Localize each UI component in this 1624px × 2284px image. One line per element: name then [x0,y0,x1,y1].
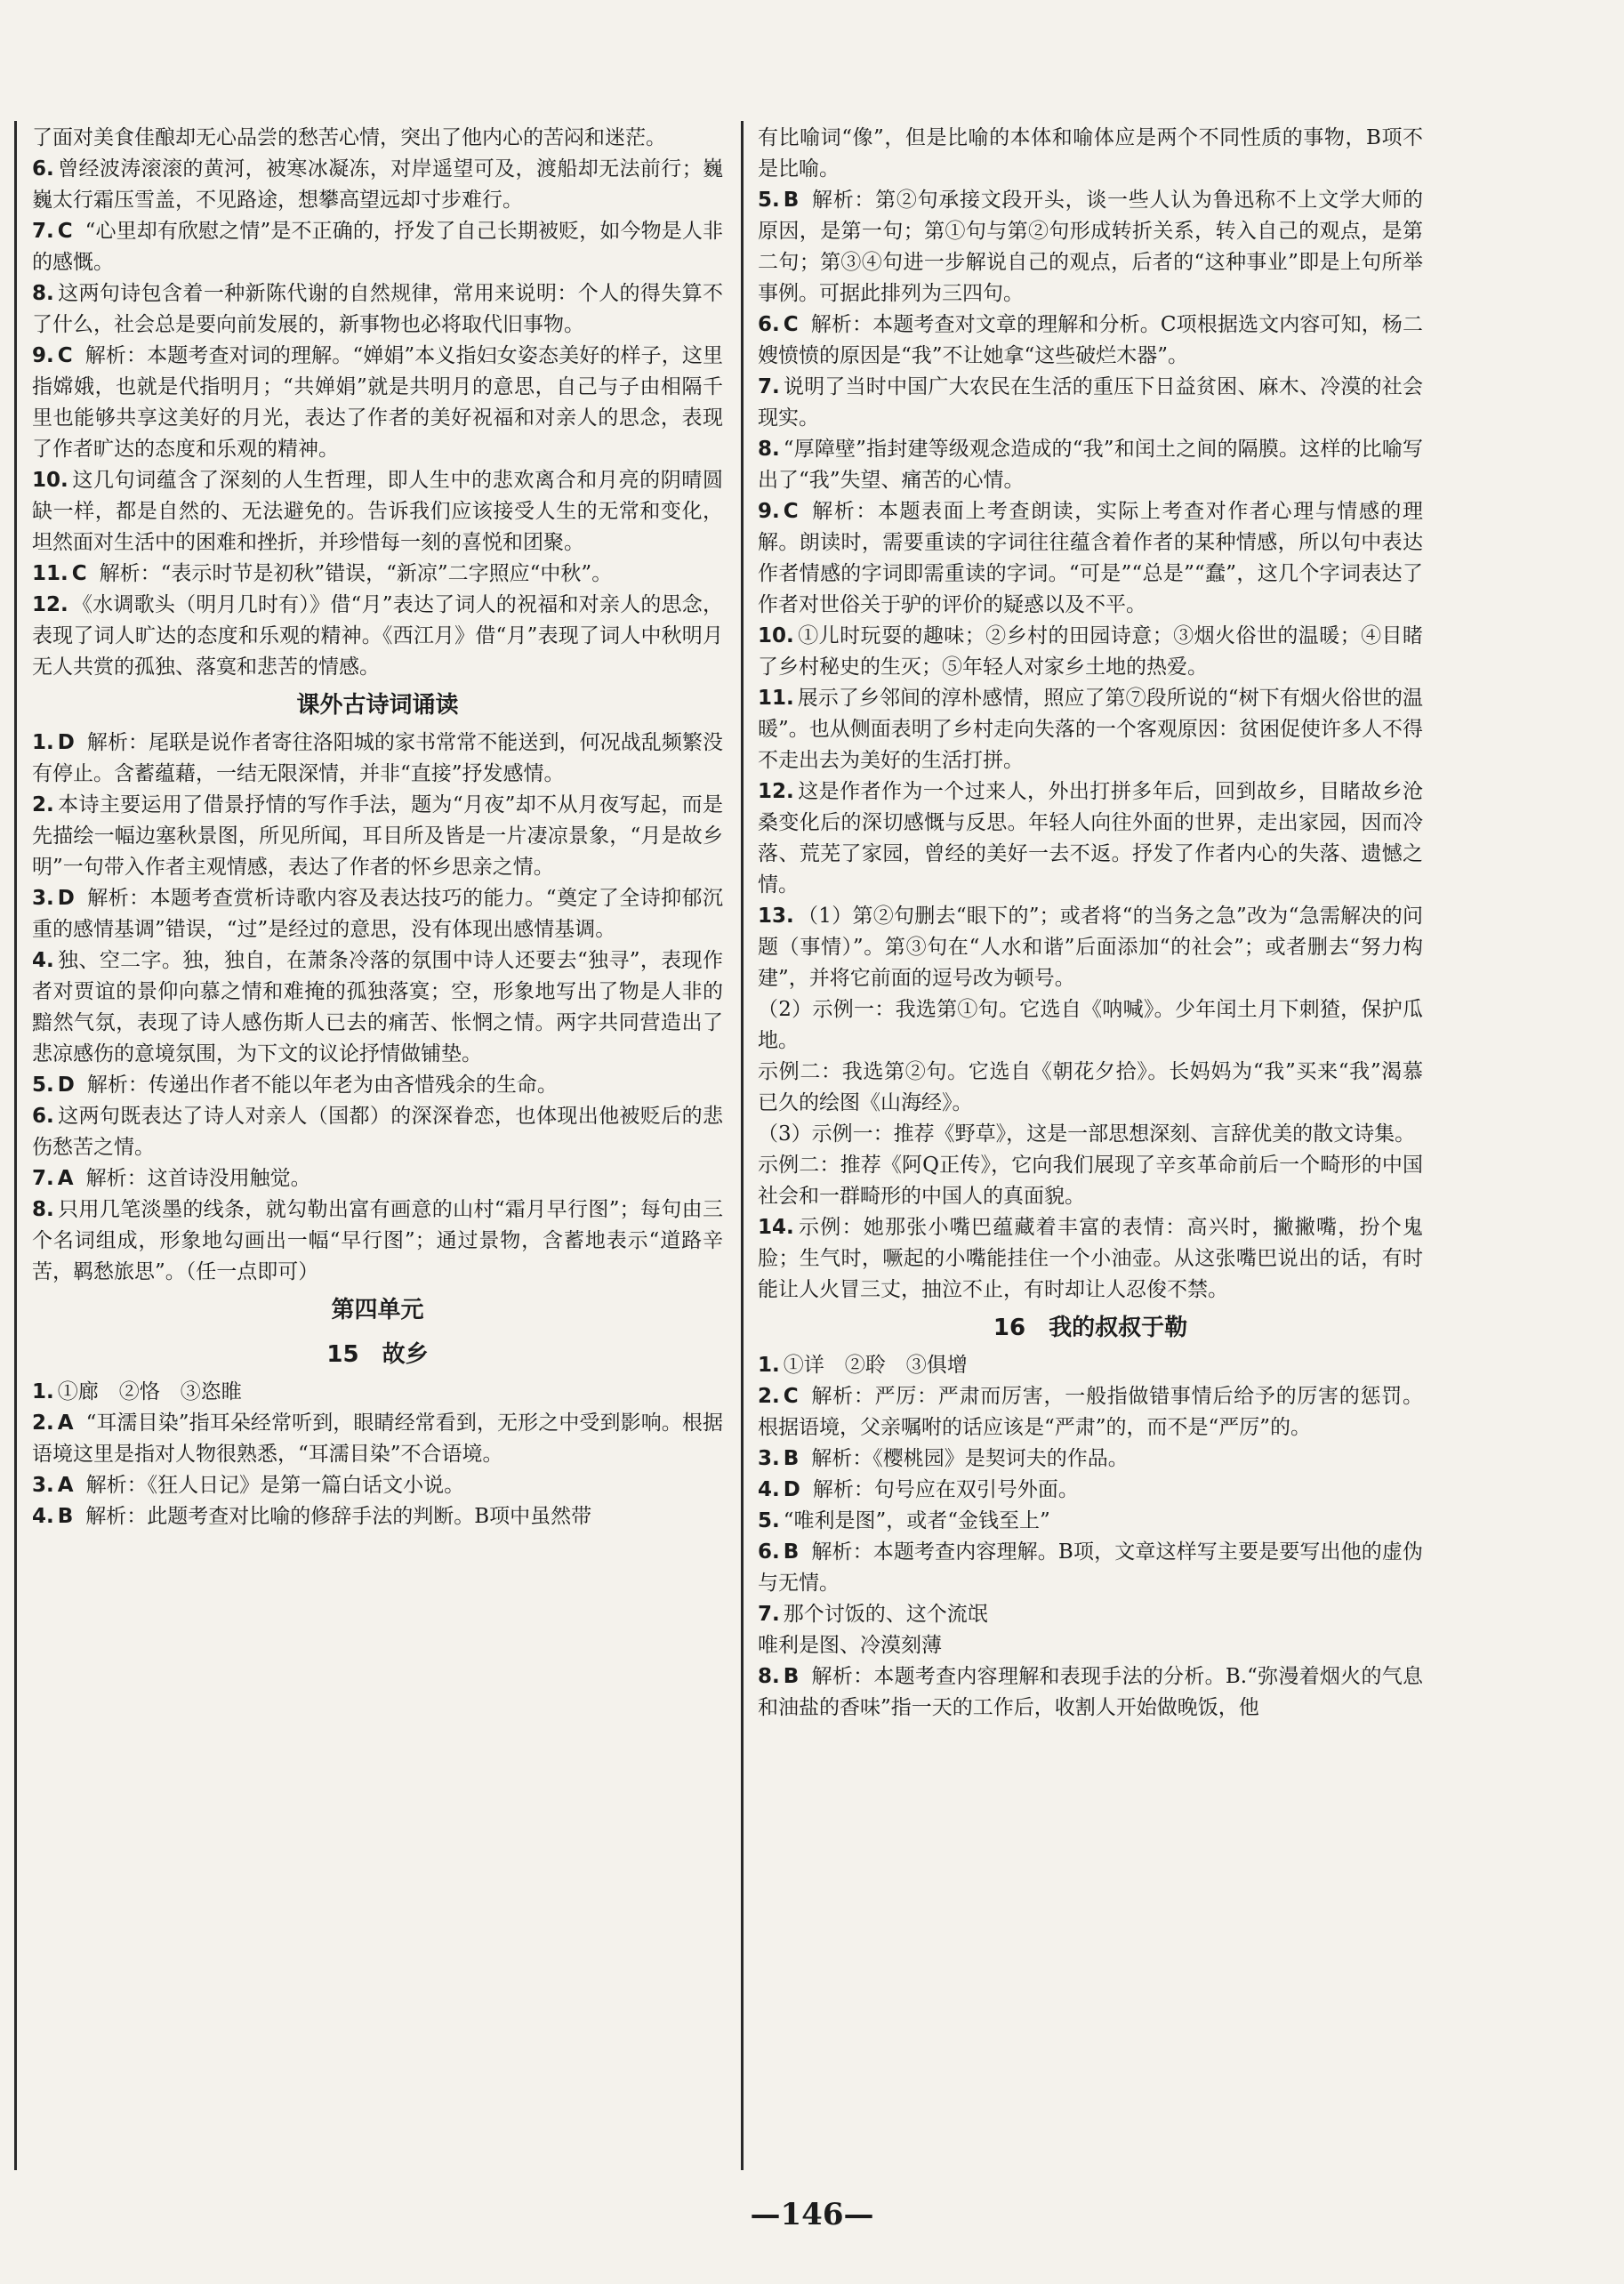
answer-item [758,1506,1423,1537]
section-heading: 16 我的叔叔于勒 [993,1315,1188,1341]
answer-item [32,1101,723,1163]
answer-choice: D [57,887,75,910]
answer-item [32,1070,723,1101]
answer-text: 解析：句号应在双引号外面。 [812,1478,1079,1501]
answer-item [758,434,1423,496]
answer-item [32,278,723,341]
answer-text: 解析：本题考查对词的理解。“婵娟”本义指妇女姿态美好的样子，这里指嫦娥，也就是代指明月；“共婵娟”就是共明月的意思，自己与子由相隔千里也能够共享这美好的月光，表达了作者的美好祝福和对亲人的思念，表现了作者旷达的态度和乐观的精神。 [32,344,723,461]
answer-choice: B [783,1665,800,1688]
answer-text: 那个讨饭的、这个流氓 [783,1603,988,1626]
answer-item [32,883,723,945]
answer-choice: C [783,1385,799,1408]
answer-item [32,1377,723,1408]
item-number: 12. [32,593,68,616]
answer-text: 解析：本题考查赏析诗歌内容及表达技巧的能力。“奠定了全诗抑郁沉重的感情基调”错误，“过”是经过的意思，没有体现出感情基调。 [32,887,723,941]
answer-item [758,1537,1423,1599]
answer-item [32,1501,723,1532]
item-number: 11. [758,687,794,710]
answer-text: 有比喻词“像”，但是比喻的本体和喻体应是两个不同性质的事物，B项不是比喻。 [758,126,1423,181]
answer-item [32,945,723,1070]
answer-item [32,1194,723,1288]
answer-continuation [758,994,1423,1057]
answer-item [758,901,1423,994]
item-number: 6. [758,1540,780,1564]
answer-text: “耳濡目染”指耳朵经常听到，眼睛经常看到，无形之中受到影响。根据语境这里是指对人物很熟悉，“耳濡目染”不合语境。 [32,1411,723,1466]
answer-text: 解析：“表示时节是初秋”错误，“新凉”二字照应“中秋”。 [99,562,613,585]
answer-text: 解析：第②句承接文段开头，谈一些人认为鲁迅称不上文学大师的原因，是第一句；第①句与第②句形成转折关系，转入自己的观点，是第二句；第③④句进一步解说自己的观点，后者的“这种事业”即是上句所举事例。可据此排列为三四句。 [758,189,1423,305]
item-number: 2. [32,1411,54,1435]
answer-item [32,341,723,465]
answer-item [758,1661,1423,1724]
answer-text: 只用几笔淡墨的线条，就勾勒出富有画意的山村“霜月早行图”；每句由三个名词组成，形象地勾画出一幅“早行图”；通过景物，含蓄地表示“道路辛苦，羁愁旅思”。（任一点即可） [32,1198,723,1283]
answer-continuation [758,1630,1423,1661]
item-number: 3. [32,1474,54,1497]
item-number: 6. [32,1105,54,1128]
answer-choice: C [57,344,73,367]
right-column [758,123,1423,2172]
answer-item [32,1470,723,1501]
item-number: 7. [758,1603,780,1626]
answer-text: “唯利是图”，或者“金钱至上” [783,1509,1050,1532]
answer-text: ①儿时玩耍的趣味；②乡村的田园诗意；③烟火俗世的温暖；④目睹了乡村秘史的生灭；⑤年轻人对家乡土地的热爱。 [758,624,1423,679]
answer-text: 这几句词蕴含了深刻的人生哲理，即人生中的悲欢离合和月亮的阴晴圆缺一样，都是自然的、无法避免的。告诉我们应该接受人生的无常和变化，坦然面对生活中的困难和挫折，并珍惜每一刻的喜悦和团聚。 [32,469,723,554]
answer-text: 展示了乡邻间的淳朴感情，照应了第⑦段所说的“树下有烟火俗世的温暖”。也从侧面表明了乡村走向失落的一个客观原因：贫困促使许多人不得不走出去为美好的生活打拼。 [758,687,1423,772]
left-column [32,123,723,2172]
answer-text: 说明了当时中国广大农民在生活的重压下日益贫困、麻木、冷漠的社会现实。 [758,375,1423,430]
answer-text: 独、空二字。独，独自，在萧条冷落的氛围中诗人还要去“独寻”，表现作者对贾谊的景仰向慕之情和难掩的孤独落寞；空，形象地写出了物是人非的黯然气氛，表现了诗人感伤斯人已去的痛苦、怅惘之情。两字共同营造出了悲凉感伤的意境氛围，为下文的议论抒情做铺垫。 [32,949,723,1066]
answer-item [758,185,1423,310]
item-number: 5. [758,1509,780,1532]
answer-item [32,1408,723,1470]
item-number: 2. [32,793,54,816]
item-number: 2. [758,1385,780,1408]
section-heading: 第四单元 [331,1297,424,1323]
answer-continuation [758,1150,1423,1212]
answer-text: 解析：本题考查内容理解。B项，文章这样写主要是要写出他的虚伪与无情。 [758,1540,1423,1595]
answer-item [32,216,723,278]
item-number: 1. [32,1380,54,1403]
answer-text: ①详 ②聆 ③俱增 [783,1354,968,1377]
answer-item [758,1350,1423,1381]
answer-text: “心里却有欣慰之情”是不正确的，抒发了自己长期被贬，如今物是人非的感慨。 [32,220,723,274]
item-number: 11. [32,562,68,585]
answer-item [758,1599,1423,1630]
item-number: 6. [758,313,780,336]
answer-text: 解析：传递出作者不能以年老为由吝惜残余的生命。 [86,1074,558,1097]
answer-item [758,1444,1423,1475]
answer-text: 本诗主要运用了借景抒情的写作手法，题为“月夜”却不从月夜写起，而是先描绘一幅边塞秋景图，所见所闻，耳目所及皆是一片凄凉景象，“月是故乡明”一句带入作者主观情感，表达了作者的怀乡思亲之情。 [32,793,723,879]
answer-text: 解析：《狂人日记》是第一篇白话文小说。 [85,1474,465,1497]
answer-text: 这两句诗包含着一种新陈代谢的自然规律，常用来说明：个人的得失算不了什么，社会总是要向前发展的，新事物也必将取代旧事物。 [32,282,723,336]
answer-item [32,154,723,216]
answer-text: 解析：这首诗没用触觉。 [85,1167,311,1190]
item-number: 8. [32,1198,54,1221]
item-number: 8. [758,438,780,461]
answer-item [758,1475,1423,1506]
item-number: 7. [758,375,780,398]
answer-choice: C [783,313,799,336]
item-number: 4. [32,1505,54,1528]
answer-continuation [758,123,1423,185]
item-number: 7. [32,220,54,243]
answer-text: 解析：严厉：严肃而厉害，一般指做错事情后给予的厉害的惩罚。根据语境，父亲嘱咐的话应该是“严肃”的，而不是“严厉”的。 [758,1385,1423,1439]
page-number: —146— [750,2197,874,2232]
answer-item [32,559,723,590]
answer-choice: C [57,220,73,243]
answer-choice: C [783,500,799,523]
answer-item [758,621,1423,683]
answer-item [32,465,723,559]
answer-item [758,372,1423,434]
item-number: 1. [758,1354,780,1377]
item-number: 12. [758,780,794,803]
answer-choice: A [57,1411,74,1435]
answer-text: 解析：本题考查对文章的理解和分析。C项根据选文内容可知，杨二嫂愤愤的原因是“我”不让她拿“这些破烂木器”。 [758,313,1423,367]
left-margin-rule [14,121,17,2170]
answer-item [32,728,723,790]
section-heading: 课外古诗词诵读 [296,692,459,719]
item-number: 9. [758,500,780,523]
item-number: 5. [32,1074,54,1097]
item-number: 10. [32,469,68,492]
answer-text: 了面对美食佳酿却无心品尝的愁苦心情，突出了他内心的苦闷和迷茫。 [32,126,666,149]
answer-text: 解析：本题考查内容理解和表现手法的分析。B.“弥漫着烟火的气息和油盐的香味”指一天的工作后，收割人开始做晚饭，他 [758,1665,1423,1719]
item-number: 5. [758,189,780,212]
answer-text: 解析：本题表面上考查朗读，实际上考查对作者心理与情感的理解。朗读时，需要重读的字词往往蕴含着作者的某种情感，所以句中表达作者情感的字词即需重读的字词。“可是”“总是”“蠢”，这几个字词表达了作者对世俗关于驴的评价的疑惑以及不平。 [758,500,1423,616]
answer-choice: D [57,731,75,754]
answer-continuation [758,1057,1423,1119]
answer-text: 这两句既表达了诗人对亲人（国都）的深深眷恋，也体现出他被贬后的悲伤愁苦之情。 [32,1105,723,1159]
answer-item [32,1163,723,1194]
answer-text: （2）示例一：我选第①句。它选自《呐喊》。少年闰土月下刺猹，保护瓜地。 [758,998,1423,1052]
answer-text: 唯利是图、冷漠刻薄 [758,1634,942,1657]
answer-text: 解析：尾联是说作者寄往洛阳城的家书常常不能送到，何况战乱频繁没有停止。含蓄蕴藉，一结无限深情，并非“直接”抒发感情。 [32,731,723,785]
item-number: 6. [32,157,54,181]
item-number: 3. [758,1447,780,1470]
item-number: 13. [758,905,794,928]
item-number: 7. [32,1167,54,1190]
answer-text: 解析：《樱桃园》是契诃夫的作品。 [811,1447,1129,1470]
answer-text: 曾经波涛滚滚的黄河，被寒冰凝冻，对岸遥望可及，渡船却无法前行；巍巍太行霜压雪盖，不见路途，想攀高望远却寸步难行。 [32,157,723,212]
answer-item [758,1381,1423,1444]
answer-choice: B [783,1540,800,1564]
answer-text: 示例二：推荐《阿Q正传》，它向我们展现了辛亥革命前后一个畸形的中国社会和一群畸形的中国人的真面貌。 [758,1154,1423,1208]
answer-choice: B [783,1447,800,1470]
item-number: 8. [32,282,54,305]
item-number: 1. [32,731,54,754]
answer-text: （1）第②句删去“眼下的”；或者将“的当务之急”改为“急需解决的问题（事情）”。第③句在“人水和谐”后面添加“的社会”；或者删去“努力构建”，并将它前面的逗号改为顿号。 [758,905,1423,990]
answer-item [758,310,1423,372]
answer-text: 《水调歌头（明月几时有）》借“月”表达了词人的祝福和对亲人的思念，表现了词人旷达的态度和乐观的精神。《西江月》借“月”表现了词人中秋明月无人共赏的孤独、落寞和悲苦的情感。 [32,593,723,679]
answer-text: 这是作者作为一个过来人，外出打拼多年后，回到故乡，目睹故乡沧桑变化后的深切感慨与反思。年轻人向往外面的世界，走出家园，因而冷落、荒芜了家园，曾经的美好一去不返。抒发了作者内心的失落、遗憾之情。 [758,780,1423,897]
column-divider-rule [741,121,744,2170]
answer-choice: A [57,1474,74,1497]
answer-choice: D [783,1478,800,1501]
answer-continuation [758,1119,1423,1150]
section-heading: 15 故乡 [326,1341,429,1368]
answer-text: ①廊 ②恪 ③恣睢 [57,1380,242,1403]
answer-choice: D [57,1074,75,1097]
answer-text: 解析：此题考查对比喻的修辞手法的判断。B项中虽然带 [85,1505,592,1528]
answer-item [758,1212,1423,1306]
answer-text: 示例二：我选第②句。它选自《朝花夕拾》。长妈妈为“我”买来“我”渴慕已久的绘图《山海经》。 [758,1060,1423,1114]
answer-continuation [32,123,723,154]
answer-choice: B [783,189,800,212]
item-number: 10. [758,624,794,647]
answer-text: （3）示例一：推荐《野草》，这是一部思想深刻、言辞优美的散文诗集。 [758,1122,1416,1146]
answer-item [32,790,723,883]
answer-choice: A [57,1167,74,1190]
answer-item [758,496,1423,621]
item-number: 4. [32,949,54,972]
answer-text: 示例：她那张小嘴巴蕴藏着丰富的表情：高兴时，撇撇嘴，扮个鬼脸；生气时，噘起的小嘴能挂住一个小油壶。从这张嘴巴说出的话，有时能让人火冒三丈，抽泣不止，有时却让人忍俊不禁。 [758,1216,1423,1301]
answer-text: “厚障壁”指封建等级观念造成的“我”和闰土之间的隔膜。这样的比喻写出了“我”失望、痛苦的心情。 [758,438,1423,492]
item-number: 4. [758,1478,780,1501]
answer-item [758,683,1423,776]
answer-item [758,776,1423,901]
item-number: 9. [32,344,54,367]
answer-choice: C [71,562,87,585]
item-number: 14. [758,1216,794,1239]
item-number: 3. [32,887,54,910]
answer-item [32,590,723,683]
answer-choice: B [57,1505,74,1528]
item-number: 8. [758,1665,780,1688]
